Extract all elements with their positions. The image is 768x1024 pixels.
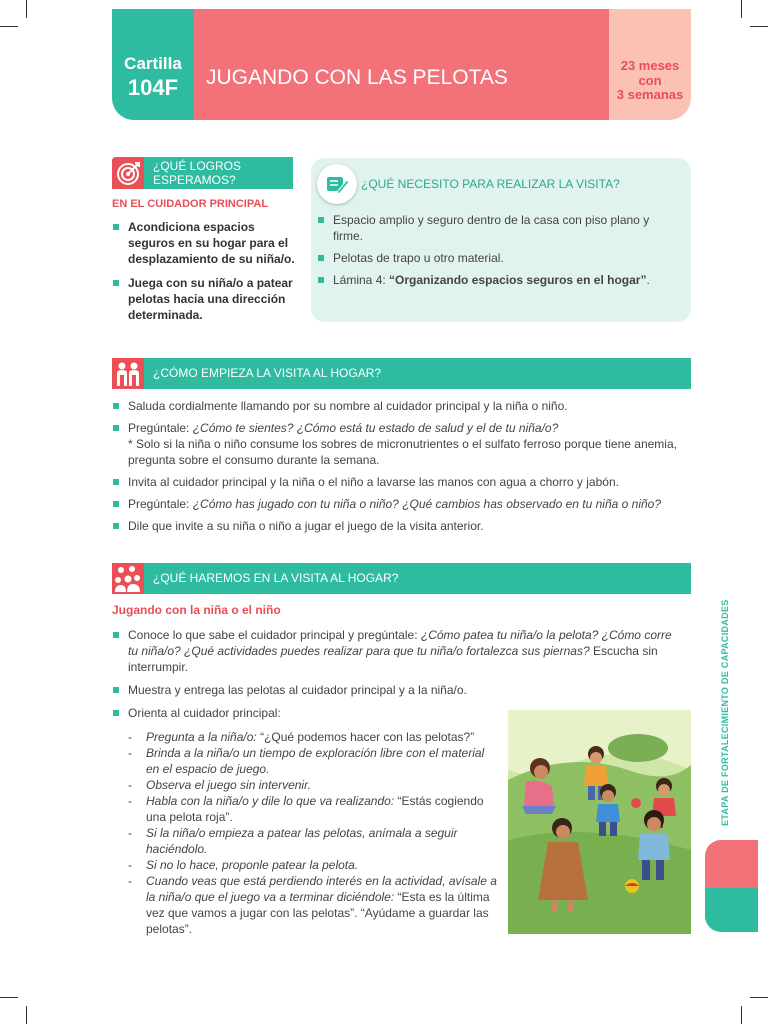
goals-list: [112, 219, 302, 331]
page-title: JUGANDO CON LAS PELOTAS: [206, 66, 508, 89]
start-visit-title: ¿CÓMO EMPIEZA LA VISITA AL HOGAR?: [153, 366, 382, 380]
goals-title: ¿QUÉ LOGROS ESPERAMOS?: [153, 159, 242, 187]
list-item: Juega con su niña/o a patear pelotas hacia una dirección determinada.: [112, 275, 302, 323]
side-tab-red: [705, 840, 758, 888]
crop-mark: [750, 997, 768, 998]
target-icon: [112, 157, 144, 189]
age-box: [609, 9, 691, 120]
goals-subtitle: EN EL CUIDADOR PRINCIPAL: [112, 198, 269, 210]
badge-number: 104F: [127, 75, 179, 100]
list-item: - Cuando veas que está perdiendo interés en la actividad, avísale a la niña/o que el juego va a terminar diciéndole: “Esta es la última vez que vamos a jugar con las pelotas”. “Ayúdame a guardar las pelotas”.: [128, 873, 498, 937]
what-do-header: [112, 563, 691, 594]
list-item: Orienta al cuidador principal:: [112, 705, 682, 721]
age-line: con: [638, 73, 662, 88]
start-visit-list: [112, 398, 682, 540]
title-band: [194, 9, 609, 120]
list-item: Lámina 4: “Organizando espacios seguros en el hogar”.: [317, 272, 677, 288]
writing-icon: [317, 164, 357, 204]
list-item: Pregúntale: ¿Cómo has jugado con tu niña o niño? ¿Qué cambios has observado en tu niña o niño?: [112, 496, 682, 512]
side-label: ETAPA DE FORTALECIMIENTO DE CAPACIDADES: [720, 599, 730, 826]
list-item: - Pregunta a la niña/o: “¿Qué podemos hacer con las pelotas?”: [128, 729, 498, 745]
list-item: - Brinda a la niña/o un tiempo de exploración libre con el material en el espacio de juego.: [128, 745, 498, 777]
list-item: Conoce lo que sabe el cuidador principal y pregúntale: ¿Cómo patea tu niña/o la pelota? ¿Cómo corre tu niña/o? ¿Qué actividades puedes realizar para que tu niña/o fortalezca sus piernas? Escucha sin interrumpir.: [112, 627, 672, 675]
list-item: Espacio amplio y seguro dentro de la casa con piso plano y firme.: [317, 212, 677, 244]
people-icon: [112, 358, 144, 389]
list-item: Acondiciona espacios seguros en su hogar para el desplazamiento de su niña/o.: [112, 219, 302, 267]
age-line: 23 meses: [620, 58, 680, 73]
list-item: - Habla con la niña/o y dile lo que va realizando: “Estás cogiendo una pelota roja”.: [128, 793, 498, 825]
cartilla-badge: [112, 9, 194, 120]
list-item: - Observa el juego sin intervenir.: [128, 777, 498, 793]
list-item: Muestra y entrega las pelotas al cuidador principal y a la niña/o.: [112, 682, 682, 698]
goals-header: [112, 157, 293, 189]
crop-mark: [741, 1006, 742, 1024]
crop-mark: [741, 0, 742, 18]
crop-mark: [26, 0, 27, 18]
list-item: Saluda cordialmente llamando por su nombre al cuidador principal y la niña o niño.: [112, 398, 682, 414]
crop-mark: [0, 26, 18, 27]
needs-box: [311, 158, 691, 322]
group-icon: [112, 563, 144, 594]
crop-mark: [26, 1006, 27, 1024]
age-line: 3 semanas: [616, 87, 684, 102]
list-item: - Si la niña/o empieza a patear las pelotas, anímala a seguir haciéndolo.: [128, 825, 498, 857]
side-tab-teal: [705, 888, 758, 932]
crop-mark: [750, 26, 768, 27]
children-playing-illustration: [508, 710, 691, 934]
guidance-list: [128, 729, 498, 937]
list-item: Pregúntale: ¿Cómo te sientes? ¿Cómo está tu estado de salud y el de tu niña/o? * Solo si la niña o niño consume los sobres de micronutrientes o el sulfato ferroso porque tiene anemia, pregunta sobre el consumo durante la semana.: [112, 420, 682, 468]
needs-title: ¿QUÉ NECESITO PARA REALIZAR LA VISITA?: [361, 177, 620, 191]
what-do-subtitle: Jugando con la niña o el niño: [112, 603, 281, 617]
needs-list: [317, 212, 677, 294]
start-visit-header: [112, 358, 691, 389]
crop-mark: [0, 997, 18, 998]
list-item: Pelotas de trapo u otro material.: [317, 250, 677, 266]
page-header: [112, 9, 691, 120]
list-item: Dile que invite a su niña o niño a jugar el juego de la visita anterior.: [112, 518, 682, 534]
what-do-title: ¿QUÉ HAREMOS EN LA VISITA AL HOGAR?: [153, 571, 399, 585]
badge-label: Cartilla: [124, 54, 182, 73]
list-item: - Si no lo hace, proponle patear la pelota.: [128, 857, 498, 873]
list-item: Invita al cuidador principal y la niña o el niño a lavarse las manos con agua a chorro y jabón.: [112, 474, 682, 490]
